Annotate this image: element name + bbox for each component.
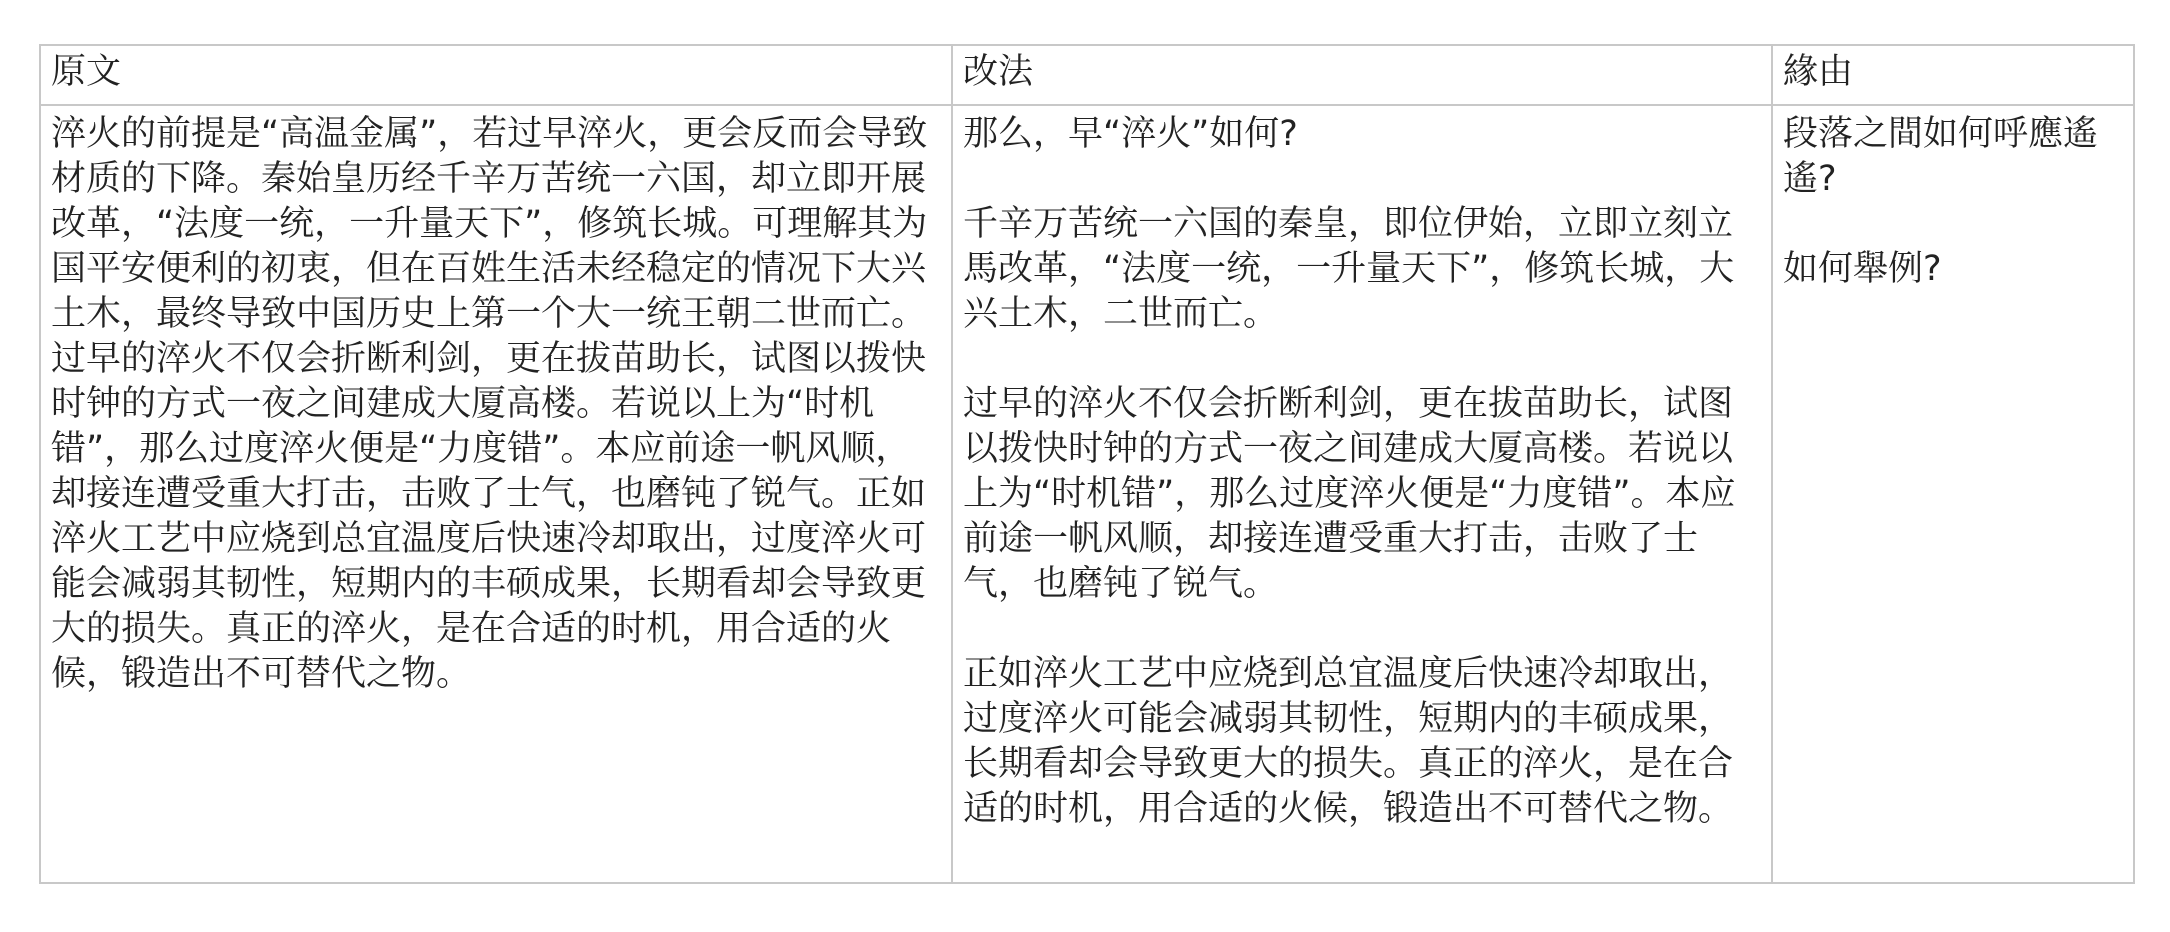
reason-paragraph-2: 如何舉例? bbox=[1783, 249, 1942, 289]
reason-paragraph-1: 段落之間如何呼應遙遙? bbox=[1783, 114, 2099, 199]
table-row bbox=[40, 105, 2134, 883]
header-revised: 改法 bbox=[952, 45, 1772, 105]
revised-paragraph-2: 千辛万苦统一六国的秦皇，即位伊始，立即立刻立馬改革，“法度一统，一升量天下”，修筑长城，大兴土木，二世而亡。 bbox=[963, 204, 1735, 334]
cell-reason bbox=[1772, 105, 2134, 883]
revised-paragraph-4: 正如淬火工艺中应烧到总宜温度后快速冷却取出，过度淬火可能会减弱其韧性，短期内的丰硕成果，长期看却会导致更大的损失。真正的淬火，是在合适的时机，用合适的火候，锻造出不可替代之物。 bbox=[963, 654, 1734, 829]
cell-original bbox=[40, 105, 952, 883]
revised-paragraph-1: 那么，早“淬火”如何? bbox=[963, 114, 1298, 154]
comparison-table bbox=[39, 44, 2135, 884]
header-original: 原文 bbox=[40, 45, 952, 105]
cell-revised bbox=[952, 105, 1772, 883]
original-text: 淬火的前提是“高温金属”，若过早淬火，更会反而会导致材质的下降。秦始皇历经千辛万苦统一六国，却立即开展改革，“法度一统，一升量天下”，修筑长城。可理解其为国平安便利的初衷，但在百姓生活未经稳定的情况下大兴土木，最终导致中国历史上第一个大一统王朝二世而亡。过早的淬火不仅会折断利剑，更在拔苗助长，试图以拨快时钟的方式一夜之间建成大厦高楼。若说以上为“时机错”，那么过度淬火便是“力度错”。本应前途一帆风顺，却接连遭受重大打击，击败了士气，也磨钝了锐气。正如淬火工艺中应烧到总宜温度后快速冷却取出，过度淬火可能会减弱其韧性，短期内的丰硕成果，长期看却会导致更大的损失。真正的淬火，是在合适的时机，用合适的火候，锻造出不可替代之物。 bbox=[51, 114, 928, 694]
revised-paragraph-3: 过早的淬火不仅会折断利剑，更在拔苗助长，试图以拨快时钟的方式一夜之间建成大厦高楼。若说以上为“时机错”，那么过度淬火便是“力度错”。本应前途一帆风顺，却接连遭受重大打击，击败了士气，也磨钝了锐气。 bbox=[963, 384, 1736, 604]
header-reason: 緣由 bbox=[1772, 45, 2134, 105]
table-header-row bbox=[40, 45, 2134, 105]
